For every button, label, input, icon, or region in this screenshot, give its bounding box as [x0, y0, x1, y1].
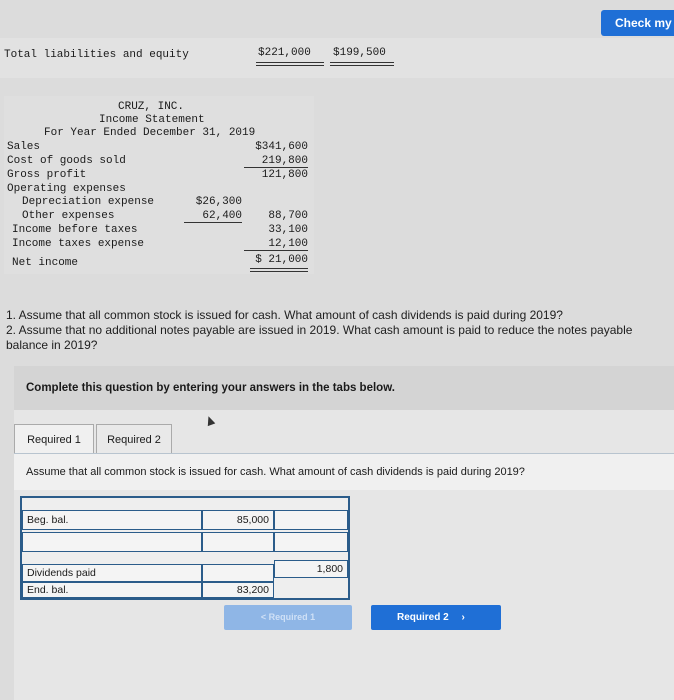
beg-bal-label-cell[interactable]: Beg. bal. [22, 510, 202, 530]
statement-period: For Year Ended December 31, 2019 [44, 127, 256, 139]
income-before-taxes-value: 33,100 [268, 224, 308, 236]
company-name: CRUZ, INC. [118, 101, 185, 113]
debit-cell[interactable] [202, 564, 274, 582]
income-taxes-value: 12,100 [244, 238, 308, 251]
double-underline [256, 62, 324, 66]
chevron-right-icon: › [461, 612, 465, 623]
total-2018-value: $199,500 [333, 47, 386, 59]
other-expenses-value: 62,400 [184, 210, 242, 223]
credit-cell[interactable] [274, 510, 348, 530]
dividends-label-cell[interactable]: Dividends paid [22, 564, 202, 582]
cogs-value: 219,800 [244, 155, 308, 168]
gross-profit-label: Gross profit [7, 169, 87, 181]
total-2019-value: $221,000 [258, 47, 311, 59]
dividends-value-cell[interactable]: 1,800 [274, 560, 348, 578]
tab-required-2[interactable]: Required 2 [96, 424, 172, 454]
panel-instruction: Complete this question by entering your answers in the tabs below. [14, 366, 674, 410]
retained-earnings-t-account [20, 496, 350, 600]
depreciation-label: Depreciation expense [22, 196, 155, 208]
question-text [0, 308, 674, 353]
check-my-work-button[interactable]: Check my [601, 10, 674, 36]
question-2: 2. Assume that no additional notes payable are issued in 2019. What cash amount is paid to reduce the notes payable balance in 2019? [6, 323, 633, 352]
income-statement [4, 96, 314, 274]
net-income-value: $ 21,000 [255, 254, 308, 266]
end-bal-value-cell[interactable]: 83,200 [202, 582, 274, 598]
income-taxes-label: Income taxes expense [12, 238, 145, 250]
cogs-label: Cost of goods sold [7, 155, 126, 167]
opex-label: Operating expenses [7, 183, 126, 195]
total-liabilities-label: Total liabilities and equity [4, 49, 189, 61]
other-expenses-label: Other expenses [22, 210, 115, 222]
depreciation-value: $26,300 [195, 196, 242, 208]
gross-profit-value: 121,800 [261, 169, 308, 181]
sales-label: Sales [7, 141, 41, 153]
double-underline [330, 62, 394, 66]
prev-required-1-button[interactable]: < Required 1 [224, 605, 352, 630]
next-button-label: Required 2 [397, 612, 449, 623]
entry-label-cell[interactable] [22, 532, 202, 552]
statement-title: Income Statement [99, 114, 205, 126]
double-underline [250, 268, 308, 272]
question-1: 1. Assume that all common stock is issued for cash. What amount of cash dividends is paid during 2019? [6, 308, 563, 322]
next-required-2-button[interactable] [371, 605, 501, 630]
beg-bal-value-cell[interactable]: 85,000 [202, 510, 274, 530]
tab-required-1[interactable]: Required 1 [14, 424, 94, 454]
debit-cell[interactable] [202, 532, 274, 552]
credit-cell[interactable] [274, 532, 348, 552]
sales-value: $341,600 [255, 141, 308, 153]
opex-total-value: 88,700 [268, 210, 308, 222]
tab-question-text: Assume that all common stock is issued for cash. What amount of cash dividends is paid during 2019? [26, 466, 525, 478]
income-before-taxes-label: Income before taxes [12, 224, 138, 236]
end-bal-label-cell[interactable]: End. bal. [22, 582, 202, 598]
net-income-label: Net income [12, 257, 79, 269]
tab-question [14, 453, 674, 490]
